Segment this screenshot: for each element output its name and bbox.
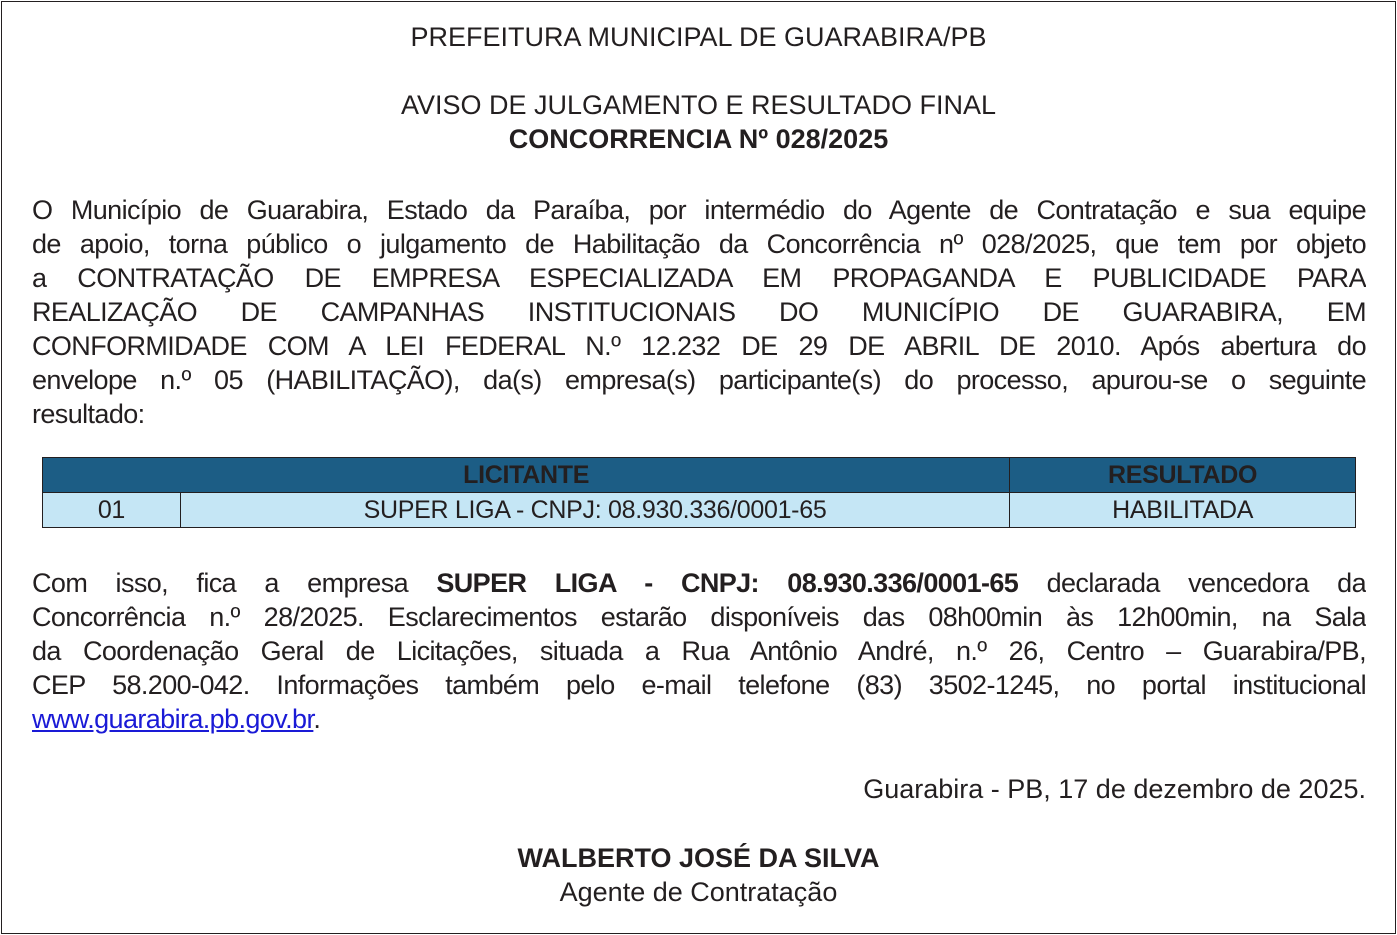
conclusion-line: [32, 566, 1366, 600]
website-link[interactable]: www.guarabira.pb.gov.br: [32, 704, 314, 734]
conclusion-text: Com isso, fica a empresa: [32, 568, 437, 598]
intro-line: CONFORMIDADE COM A LEI FEDERAL N.º 12.232 DE 29 DE ABRIL DE 2010. Após abertura do: [32, 331, 1366, 361]
table-row: [43, 493, 1356, 528]
intro-line: de apoio, torna público o julgamento de Habilitação da Concorrência nº 028/2025, que tem por objeto: [32, 229, 1366, 259]
column-header-bidder: LICITANTE: [43, 458, 1010, 493]
winner-company: SUPER LIGA - CNPJ: 08.930.336/0001-65: [436, 568, 1019, 598]
place-and-date: Guarabira - PB, 17 de dezembro de 2025.: [863, 774, 1366, 804]
table-header-row: [43, 458, 1356, 493]
signatory-role: Agente de Contratação: [559, 877, 838, 907]
intro-line: envelope n.º 05 (HABILITAÇÃO), da(s) empresa(s) participante(s) do processo, apurou-se o seguinte: [32, 365, 1366, 395]
intro-paragraph: [32, 193, 1366, 431]
intro-line: a CONTRATAÇÃO DE EMPRESA ESPECIALIZADA EM PROPAGANDA E PUBLICIDADE PARA: [32, 263, 1366, 293]
result-status: HABILITADA: [1010, 493, 1356, 528]
website-suffix: .: [313, 704, 321, 734]
column-header-result: RESULTADO: [1010, 458, 1356, 493]
conclusion-line: Concorrência n.º 28/2025. Esclarecimentos estarão disponíveis das 08h00min às 12h00min, na Sala: [32, 602, 1366, 632]
notice-title: AVISO DE JULGAMENTO E RESULTADO FINAL: [400, 90, 997, 120]
institution-title: PREFEITURA MUNICIPAL DE GUARABIRA/PB: [410, 22, 987, 52]
procedure-number: CONCORRENCIA Nº 028/2025: [508, 124, 889, 154]
row-number: 01: [43, 493, 181, 528]
signatory-name: WALBERTO JOSÉ DA SILVA: [517, 843, 880, 873]
conclusion-text: declarada vencedora da: [1018, 568, 1366, 598]
intro-line: resultado:: [32, 399, 145, 429]
conclusion-paragraph: [32, 566, 1366, 736]
results-table: [42, 457, 1356, 528]
intro-line: O Município de Guarabira, Estado da Paraíba, por intermédio do Agente de Contratação e sua equipe: [32, 195, 1366, 225]
intro-line: REALIZAÇÃO DE CAMPANHAS INSTITUCIONAIS DO MUNICÍPIO DE GUARABIRA, EM: [32, 297, 1366, 327]
bidder-name: SUPER LIGA - CNPJ: 08.930.336/0001-65: [180, 493, 1009, 528]
conclusion-line: da Coordenação Geral de Licitações, situada a Rua Antônio André, n.º 26, Centro – Guarabira/PB,: [32, 636, 1366, 666]
conclusion-line: [32, 702, 1366, 736]
conclusion-line: CEP 58.200-042. Informações também pelo e-mail telefone (83) 3502-1245, no portal institucional: [32, 670, 1366, 700]
